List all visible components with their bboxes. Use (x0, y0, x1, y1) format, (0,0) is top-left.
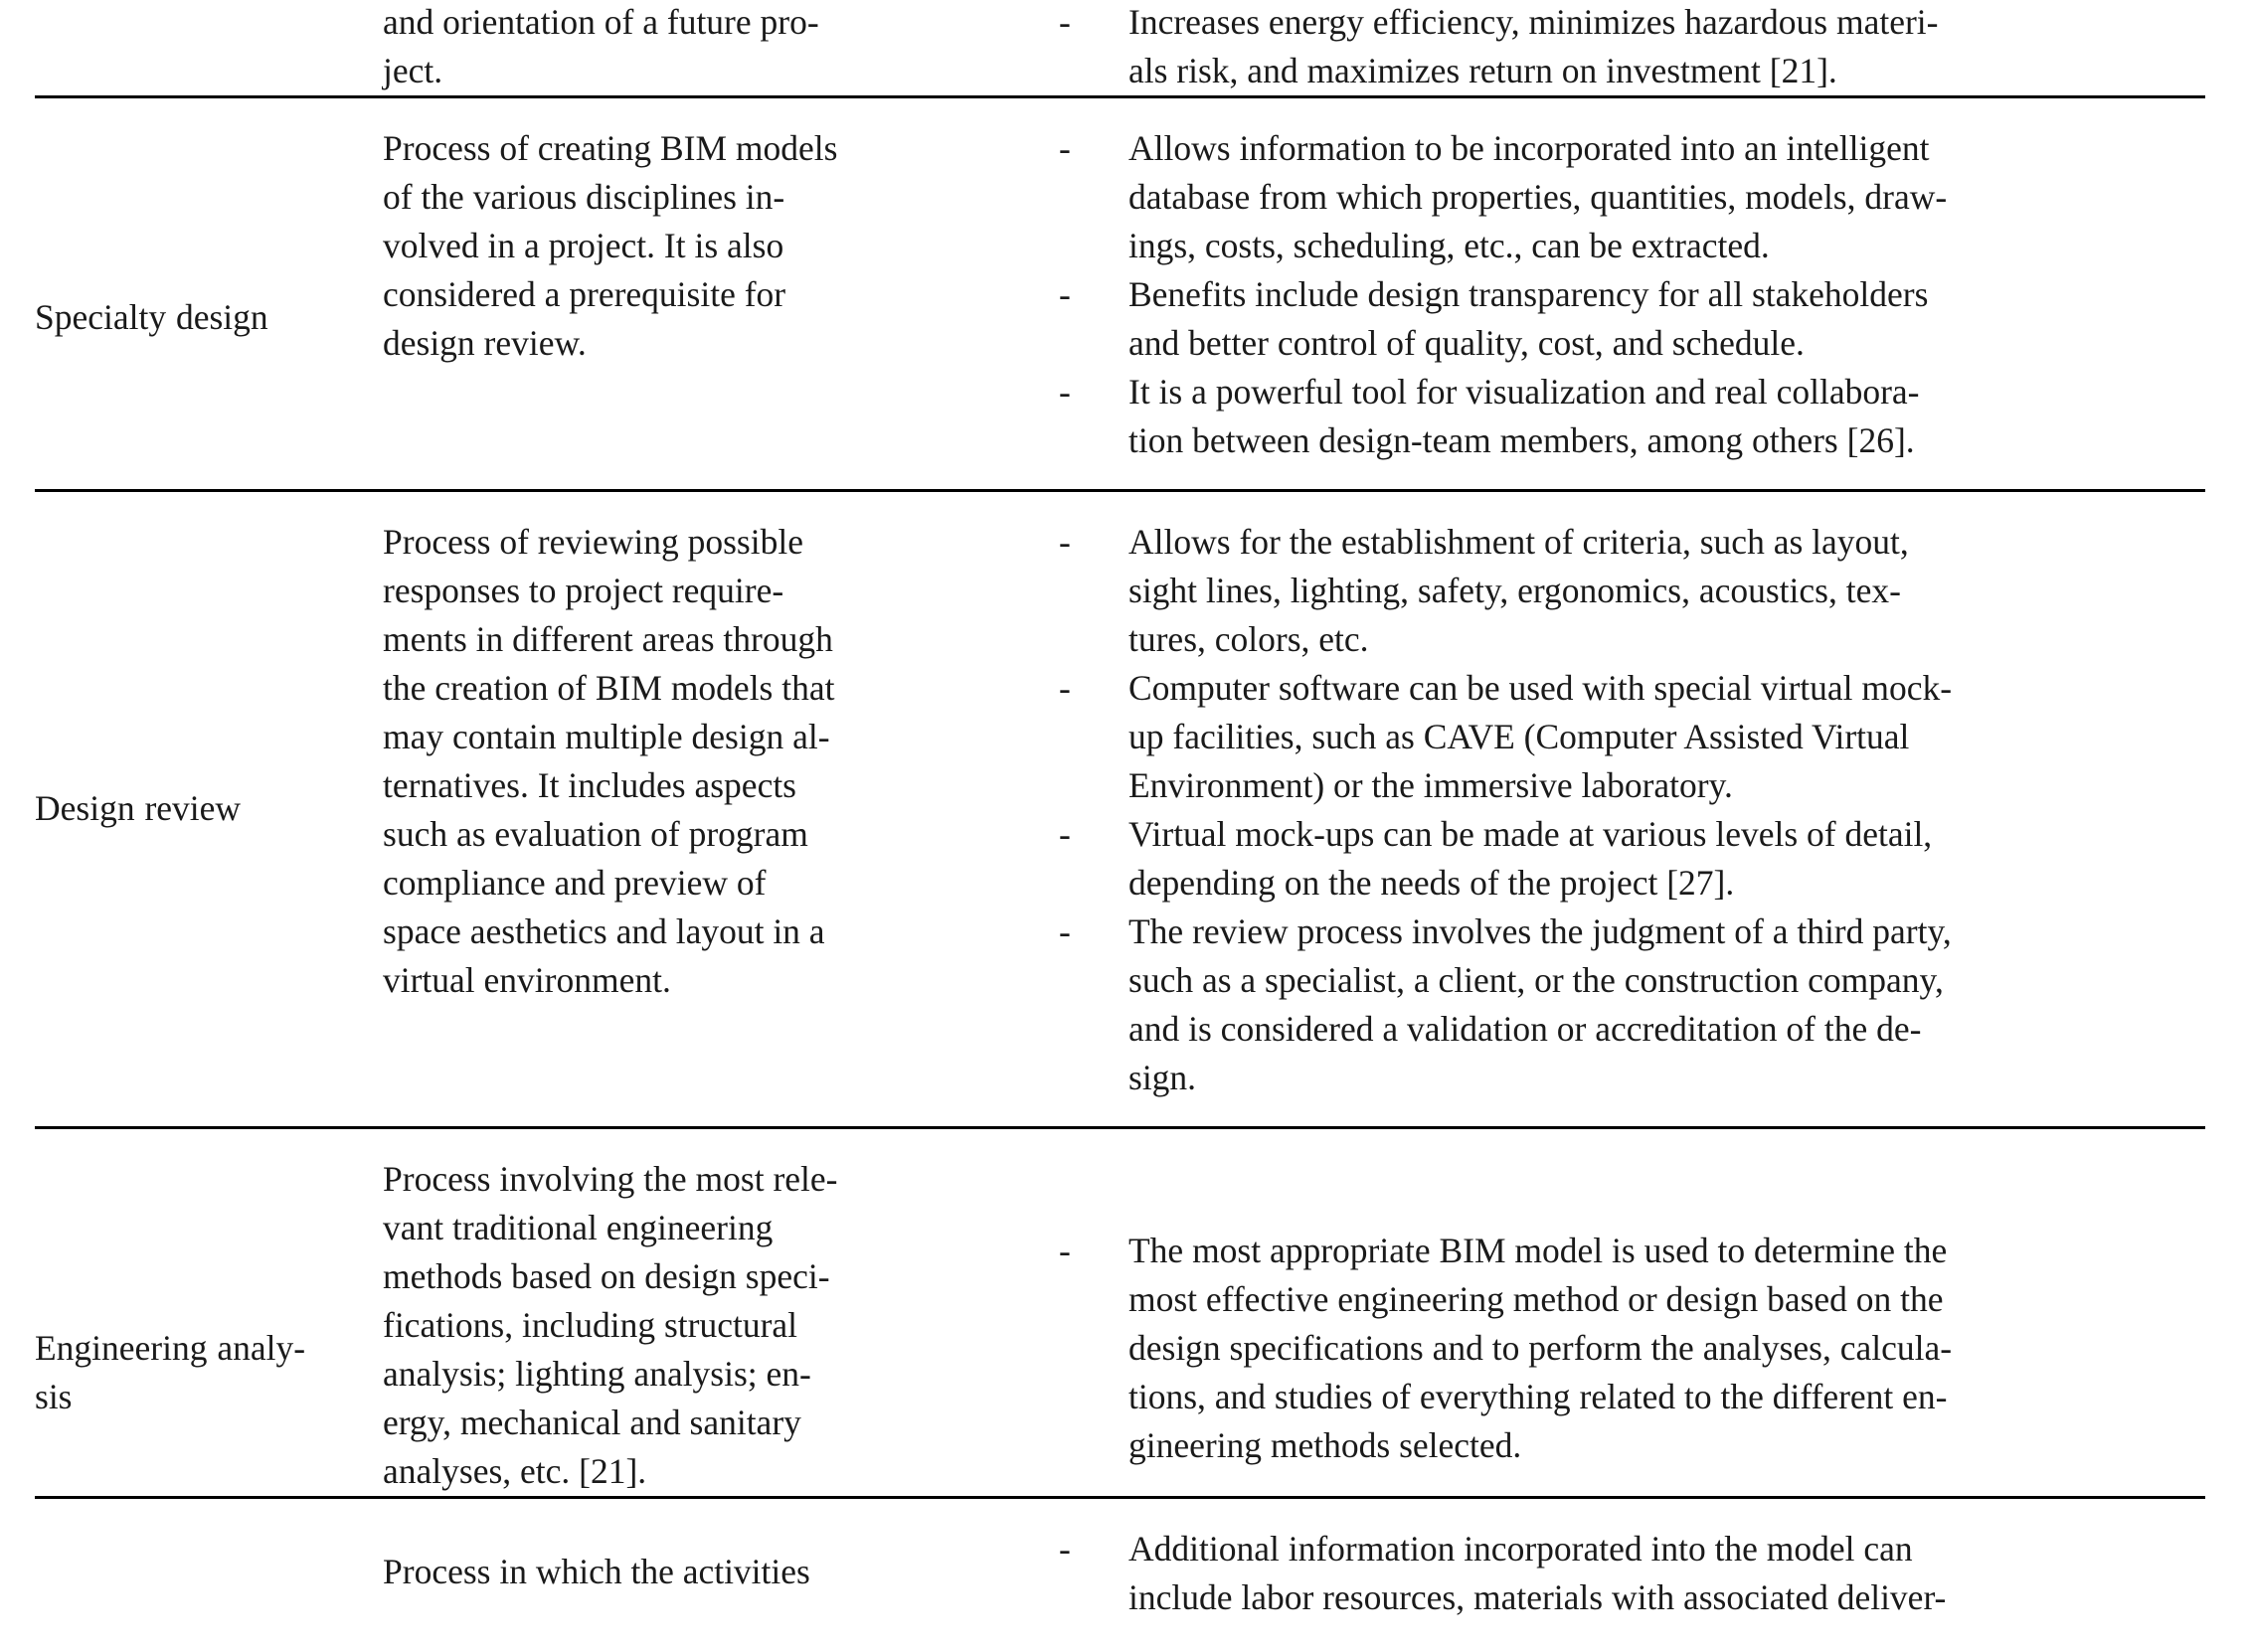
cell-dash (1059, 1128, 1128, 1498)
bullet-dash: - (1059, 522, 1071, 562)
benefit-line: tures, colors, etc. (1128, 619, 1369, 659)
cell-benefits (1128, 491, 2205, 1128)
description-line: Process of creating BIM models (383, 128, 838, 168)
list-item (1128, 124, 2205, 270)
bullet-dash: - (1059, 2, 1071, 42)
dash-spacer (1059, 567, 1128, 615)
bullet-dash: - (1059, 911, 1071, 951)
description-line: responses to project require- (383, 571, 784, 610)
term-line: sis (35, 1377, 73, 1416)
dash-spacer (1059, 761, 1128, 810)
description-line: Process involving the most rele- (383, 1159, 838, 1199)
benefit-list (1128, 492, 2205, 1126)
list-item (1128, 664, 2205, 810)
term-label (35, 1129, 383, 1421)
cell-term (35, 1498, 383, 1623)
cell-term (35, 491, 383, 1128)
cell-term (35, 1128, 383, 1498)
benefit-line: gineering methods selected. (1128, 1425, 1522, 1465)
benefit-list (1128, 98, 2205, 489)
bullet-dash-group (1059, 98, 1128, 416)
cell-benefits (1128, 1128, 2205, 1498)
term-label: Design review (35, 788, 242, 828)
benefit-line: Allows information to be incorporated into an intelligent (1128, 128, 1930, 168)
table-row (35, 97, 2205, 491)
cell-benefits (1128, 1498, 2205, 1623)
bullet-dash: - (1059, 372, 1071, 412)
description-line: volved in a project. It is also (383, 226, 784, 265)
cell-description (383, 1498, 1059, 1623)
cell-description (383, 97, 1059, 491)
benefit-line: Additional information incorporated into the model can (1128, 1529, 1913, 1569)
list-item (1128, 368, 2205, 465)
benefit-line: The most appropriate BIM model is used to determine the (1128, 1231, 1948, 1270)
description-text (383, 98, 1059, 368)
cell-dash (1059, 0, 1128, 97)
benefit-line: tions, and studies of everything related to the different en- (1128, 1377, 1948, 1416)
table-row (35, 0, 2205, 97)
cell-term (35, 0, 383, 97)
benefit-line: Computer software can be used with special virtual mock- (1128, 668, 1953, 708)
benefit-line: depending on the needs of the project [27]. (1128, 863, 1735, 903)
benefit-line: sign. (1128, 1058, 1197, 1097)
benefit-line: such as a specialist, a client, or the construction company, (1128, 960, 1944, 1000)
description-line: ergy, mechanical and sanitary (383, 1403, 801, 1442)
description-line: compliance and preview of (383, 863, 767, 903)
benefit-line: Increases energy efficiency, minimizes hazardous materi- (1128, 2, 1939, 42)
benefit-list (1128, 1499, 2205, 1622)
list-item (1128, 908, 2205, 1102)
description-line: analysis; lighting analysis; en- (383, 1354, 811, 1394)
description-line: ments in different areas through (383, 619, 833, 659)
term-label: Specialty design (35, 297, 268, 337)
benefit-line: include labor resources, materials with associated deliver- (1128, 1577, 1947, 1617)
table-row (35, 491, 2205, 1128)
list-item (1128, 518, 2205, 664)
bullet-dash: - (1059, 814, 1071, 854)
description-text (383, 492, 1059, 1005)
benefit-line: Allows for the establishment of criteria, such as layout, (1128, 522, 1909, 562)
benefit-line: most effective engineering method or design based on the (1128, 1279, 1944, 1319)
bullet-dash: - (1059, 668, 1071, 708)
cell-benefits (1128, 0, 2205, 97)
cell-dash (1059, 1498, 1128, 1623)
benefit-line: and better control of quality, cost, and schedule. (1128, 323, 1805, 363)
benefit-line: Virtual mock-ups can be made at various levels of detail, (1128, 814, 1933, 854)
bullet-dash: - (1059, 128, 1071, 168)
bullet-dash-group (1059, 1499, 1128, 1573)
cell-dash (1059, 491, 1128, 1128)
benefit-list (1128, 0, 2205, 95)
list-item (1128, 0, 2205, 95)
description-text (383, 1499, 1059, 1596)
dash-spacer (1059, 173, 1128, 222)
description-line: analyses, etc. [21]. (383, 1451, 647, 1491)
dash-spacer (1059, 222, 1128, 270)
description-line: such as evaluation of program (383, 814, 808, 854)
description-line: ternatives. It includes aspects (383, 765, 796, 805)
benefit-line: Environment) or the immersive laboratory. (1128, 765, 1733, 805)
description-line: considered a prerequisite for (383, 274, 786, 314)
benefit-line: als risk, and maximizes return on investment [21]. (1128, 51, 1837, 90)
description-line: virtual environment. (383, 960, 671, 1000)
dash-spacer (1059, 859, 1128, 908)
benefit-line: ings, costs, scheduling, etc., can be extracted. (1128, 226, 1770, 265)
bullet-dash: - (1059, 1231, 1071, 1270)
description-line: and orientation of a future pro- (383, 2, 819, 42)
table-row (35, 1128, 2205, 1498)
description-line: of the various disciplines in- (383, 177, 785, 217)
benefit-line: database from which properties, quantities, models, draw- (1128, 177, 1948, 217)
benefit-line: It is a powerful tool for visualization and real collabora- (1128, 372, 1920, 412)
bim-uses-table (35, 0, 2205, 1622)
description-line: Process of reviewing possible (383, 522, 803, 562)
description-line: vant traditional engineering (383, 1208, 774, 1247)
list-item (1128, 1525, 2205, 1622)
dash-spacer (1059, 615, 1128, 664)
cell-description (383, 1128, 1059, 1498)
description-line: Process in which the activities (383, 1552, 810, 1591)
bullet-dash-group (1059, 1129, 1128, 1275)
dash-spacer (1059, 713, 1128, 761)
cell-term (35, 97, 383, 491)
bullet-dash-group (1059, 492, 1128, 956)
benefit-line: Benefits include design transparency for all stakeholders (1128, 274, 1929, 314)
benefit-line: up facilities, such as CAVE (Computer Assisted Virtual (1128, 717, 1910, 756)
cell-description (383, 491, 1059, 1128)
dash-spacer (1059, 319, 1128, 368)
description-line: the creation of BIM models that (383, 668, 835, 708)
benefit-line: design specifications and to perform the analyses, calcula- (1128, 1328, 1953, 1368)
description-line: fications, including structural (383, 1305, 798, 1345)
description-line: design review. (383, 323, 587, 363)
list-item (1128, 1227, 2205, 1470)
cell-description (383, 0, 1059, 97)
description-line: may contain multiple design al- (383, 717, 830, 756)
benefit-list (1128, 1129, 2205, 1494)
description-text (383, 0, 1059, 95)
bullet-dash: - (1059, 1529, 1071, 1569)
description-line: ject. (383, 51, 443, 90)
benefit-line: sight lines, lighting, safety, ergonomics, acoustics, tex- (1128, 571, 1901, 610)
table-row (35, 1498, 2205, 1623)
benefit-line: The review process involves the judgment of a third party, (1128, 911, 1952, 951)
benefit-line: tion between design-team members, among others [26]. (1128, 420, 1915, 460)
description-text (383, 1129, 1059, 1496)
term-line: Engineering analy- (35, 1328, 306, 1368)
description-line: methods based on design speci- (383, 1256, 830, 1296)
cell-benefits (1128, 97, 2205, 491)
description-line: space aesthetics and layout in a (383, 911, 825, 951)
cell-dash (1059, 97, 1128, 491)
bullet-dash-group (1059, 0, 1128, 47)
bullet-dash: - (1059, 274, 1071, 314)
benefit-line: and is considered a validation or accreditation of the de- (1128, 1009, 1922, 1049)
list-item (1128, 270, 2205, 368)
list-item (1128, 810, 2205, 908)
